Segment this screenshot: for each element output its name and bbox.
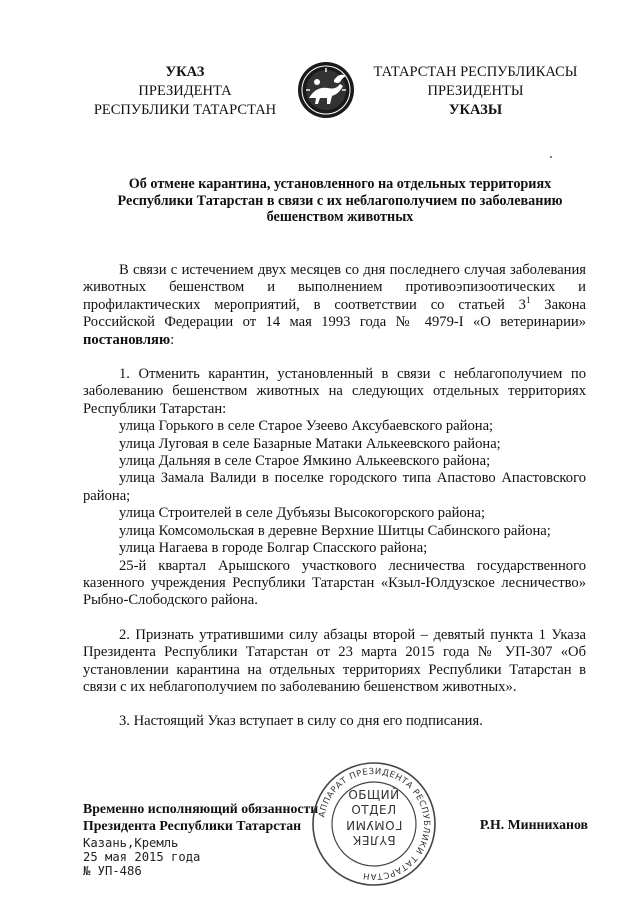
header-right-line2: ПРЕЗИДЕНТЫ	[427, 83, 524, 99]
stamp-line2: ОТДЕЛ	[351, 803, 397, 817]
stamp-line1: ОБЩИЙ	[348, 788, 400, 802]
item1-paragraph: 1. Отменить карантин, установленный в связи с неблагополучием по заболеванию бешенством животных на следующих отдельных территориях Республики Татарстан:	[83, 366, 586, 417]
stamp-line4: БҮЛЕК	[352, 833, 396, 847]
territory-item: 25-й квартал Арышского участкового лесничества государственного казенного учреждения Республики Татарстан «Кзыл-Юлдузское лесничество» Рыбно-Слободского района.	[83, 557, 586, 609]
item3-paragraph: 3. Настоящий Указ вступает в силу со дня его подписания.	[119, 713, 483, 730]
header-left-line2: ПРЕЗИДЕНТА	[138, 83, 232, 99]
position-line1: Временно исполняющий обязанности	[83, 801, 319, 816]
territory-item: улица Дальняя в селе Старое Ямкино Алькеевского района;	[119, 453, 491, 470]
official-stamp	[310, 760, 438, 888]
header-left-line3: РЕСПУБЛИКИ ТАТАРСТАН	[93, 102, 277, 118]
territory-item: улица Строителей в селе Дубъязы Высокогорского района;	[119, 505, 486, 522]
decree-colon: :	[170, 331, 175, 348]
territory-item: улица Луговая в селе Базарные Матаки Алькеевского района;	[119, 435, 501, 452]
header-right-line3: УКАЗЫ	[448, 102, 503, 118]
meta-date: 25 мая 2015 года	[83, 850, 201, 864]
decree-body	[83, 262, 586, 731]
intro-paragraph	[83, 262, 586, 349]
scan-speck	[550, 156, 552, 158]
stamp-line3: ГОМУМИ	[345, 818, 403, 832]
position-line2: Президента Республики Татарстан	[83, 818, 302, 833]
title-line2: Республики Татарстан в связи с их неблагополучием по заболеванию	[117, 192, 563, 209]
intro-superscript: 1	[525, 294, 531, 305]
header-left	[80, 63, 290, 120]
territory-item: улица Комсомольская в деревне Верхние Шитцы Сабинского района;	[119, 522, 551, 539]
title-line1: Об отмене карантина, установленного на отдельных территориях	[128, 176, 552, 192]
decree-meta	[83, 836, 200, 878]
signatory-position	[83, 800, 318, 834]
territory-item: улица Замала Валиди в поселке городского типа Апастово Апастовского района;	[83, 470, 586, 504]
territory-item: улица Горького в селе Старое Узеево Аксубаевского района;	[119, 418, 494, 435]
meta-place: Казань,Кремль	[83, 836, 179, 850]
header-right-line1: ТАТАРСТАН РЕСПУБЛИКАСЫ	[373, 64, 578, 80]
signatory-name: Р.Н. Минниханов	[479, 817, 588, 832]
intro-text-end: Закона Российской Федерации от 14 мая 1993 года № 4979-I «О ветеринарии»	[83, 296, 587, 331]
tatarstan-coat-of-arms-icon	[296, 60, 356, 120]
meta-number: № УП-486	[83, 864, 142, 878]
territory-item: улица Нагаева в городе Болгар Спасского района;	[119, 540, 428, 557]
decree-title	[80, 176, 600, 226]
header-left-line1: УКАЗ	[165, 64, 205, 80]
header-right	[368, 63, 583, 120]
intro-text: В связи с истечением двух месяцев со дня последнего случая заболевания животных бешенством и выполнением противоэпизоотических и профилактических мероприятий, в соответствии со статьей 3	[83, 262, 586, 313]
decree-word: постановляю	[83, 331, 171, 348]
stamp-ring-text: АППАРАТ ПРЕЗИДЕНТА РЕСПУБЛИКИ ТАТАРСТАН	[317, 766, 432, 882]
title-line3: бешенством животных	[266, 209, 414, 225]
item2-paragraph: 2. Признать утратившими силу абзацы второй – девятый пункта 1 Указа Президента Республики Татарстан от 23 марта 2015 года № УП-307 «Об установлении карантина на отдельных территориях Республики Татарстан в связи с их неблагополучием по заболеванию бешенством животных».	[83, 626, 586, 695]
